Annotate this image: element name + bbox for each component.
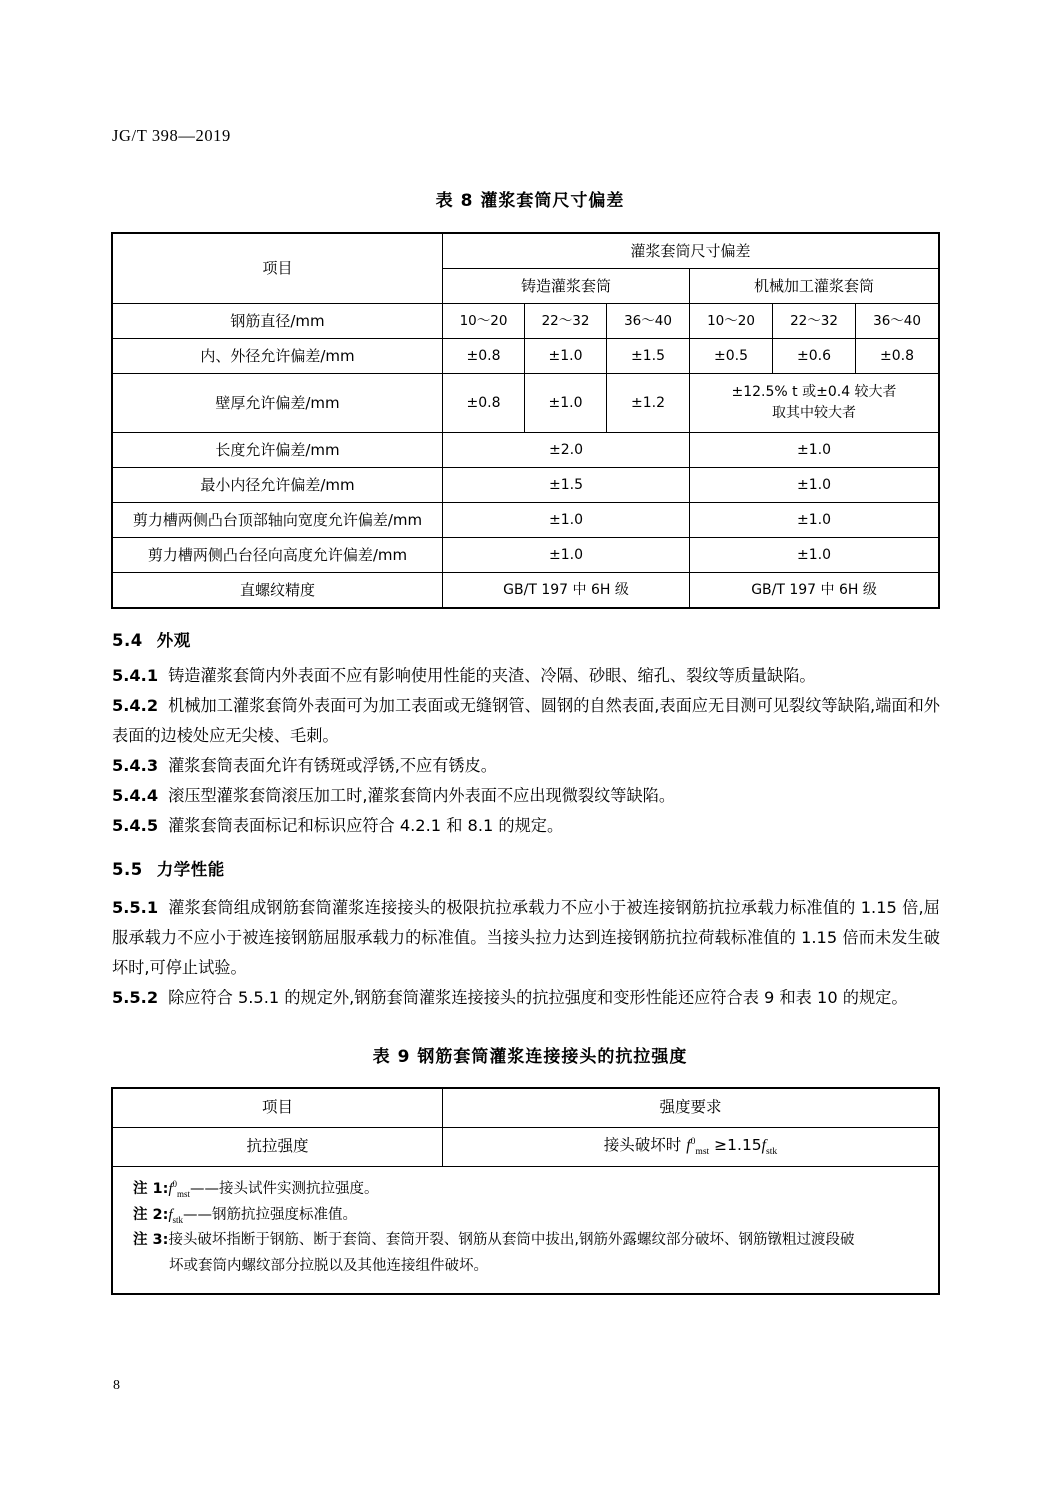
cell-value: ±0.6 (773, 339, 856, 374)
table9-title: 表 9 钢筋套筒灌浆连接接头的抗拉强度 (372, 1047, 688, 1067)
clause-number: 5.5.1 (112, 898, 159, 917)
section-heading-5-4 (112, 627, 191, 651)
clause-text: 灌浆套筒组成钢筋套筒灌浆连接接头的极限抗拉承载力不应小于被连接钢筋抗拉承载力标准值的 1.15 倍,屈服承载力不应小于被连接钢筋屈服承载力的标准值。当接头拉力达到连接钢筋抗拉荷载标准值的 1.15 倍而未发生破坏时,可停止试验。 (112, 898, 940, 977)
clause-5-4-5 (112, 811, 940, 841)
cell-cast-value: ±1.0 (443, 503, 690, 538)
note-label: 注 3: (133, 1232, 169, 1249)
clause-5-4-1 (112, 661, 940, 691)
running-head: JG/T 398—2019 (112, 126, 231, 145)
formula-operator: ≥1.15 (714, 1136, 762, 1155)
section-heading-5-5 (112, 856, 225, 880)
note-symbol: f (168, 1206, 173, 1223)
note-continuation: 坏或套筒内螺纹部分拉脱以及其他连接组件破坏。 (169, 1257, 488, 1274)
table-row (113, 1167, 939, 1294)
section-number: 5.5 (112, 860, 143, 879)
clause-number: 5.4.4 (112, 786, 159, 805)
formula-f-mst: f (686, 1137, 691, 1155)
cell-value: ±1.5 (607, 339, 690, 374)
row-label-diameter: 钢筋直径/mm (113, 304, 443, 339)
note-text: ——接头试件实测抗拉强度。 (189, 1181, 379, 1197)
section-number: 5.4 (112, 631, 143, 650)
table-row (113, 468, 939, 503)
section-title: 力学性能 (156, 860, 225, 879)
row-label-diameter-tolerance: 内、外径允许偏差/mm (113, 339, 443, 374)
note-label: 注 2: (133, 1206, 169, 1223)
cell-value: ±1.2 (607, 374, 690, 433)
clause-number: 5.4.3 (112, 756, 159, 775)
cell-range: 22～32 (525, 304, 607, 339)
merged-line-2: 取其中较大者 (772, 405, 857, 421)
merged-line-1: ±12.5% t 或±0.4 较大者 (731, 384, 897, 400)
row-label-wall-thickness: 壁厚允许偏差/mm (113, 374, 443, 433)
th-machined: 机械加工灌浆套筒 (690, 269, 939, 304)
table-row (113, 374, 939, 433)
cell-value: ±0.8 (443, 339, 525, 374)
note-label: 注 1: (133, 1181, 169, 1197)
table-row (113, 339, 939, 374)
formula-sub: mst (695, 1146, 710, 1158)
note-sub: mst (176, 1188, 190, 1199)
note-item (133, 1177, 924, 1203)
table9-tensile-strength (112, 1088, 939, 1294)
cell-cast-value: GB/T 197 中 6H 级 (443, 573, 690, 608)
formula-f-stk: f (761, 1137, 766, 1155)
cell-value: ±0.5 (690, 339, 773, 374)
clause-5-5-2 (112, 983, 940, 1013)
note-symbol: f (168, 1181, 173, 1197)
note-text: 接头破坏指断于钢筋、断于套筒、套筒开裂、钢筋从套筒中拔出,钢筋外露螺纹部分破坏、钢筋镦粗过渡段破 (168, 1232, 855, 1249)
cell-cast-value: ±2.0 (443, 433, 690, 468)
clause-text: 除应符合 5.5.1 的规定外,钢筋套筒灌浆连接接头的抗拉强度和变形性能还应符合表 9 和表 10 的规定。 (168, 988, 908, 1007)
th-cast: 铸造灌浆套筒 (443, 269, 690, 304)
formula-sup: 0 (690, 1136, 696, 1148)
cell-machined-value: ±1.0 (690, 503, 939, 538)
cell-cast-value: ±1.0 (443, 538, 690, 573)
table-row (113, 538, 939, 573)
th-item: 项目 (113, 234, 443, 304)
table-row (113, 503, 939, 538)
cell-cast-value: ±1.5 (443, 468, 690, 503)
table-row (113, 573, 939, 608)
clause-text: 灌浆套筒表面标记和标识应符合 4.2.1 和 8.1 的规定。 (168, 816, 564, 835)
row-label-shear-groove-radial-height: 剪力槽两侧凸台径向高度允许偏差/mm (113, 538, 443, 573)
table-row (113, 304, 939, 339)
th-item: 项目 (113, 1089, 443, 1128)
cell-value: ±0.8 (856, 339, 939, 374)
row-label-length: 长度允许偏差/mm (113, 433, 443, 468)
cell-value: ±1.0 (525, 374, 607, 433)
clause-text: 铸造灌浆套筒内外表面不应有影响使用性能的夹渣、冷隔、砂眼、缩孔、裂纹等质量缺陷。 (168, 666, 816, 685)
cell-machined-value: ±1.0 (690, 468, 939, 503)
th-requirement: 强度要求 (443, 1089, 939, 1128)
table-row (113, 1128, 939, 1167)
row-label-thread-precision: 直螺纹精度 (113, 573, 443, 608)
clause-5-5-1 (112, 893, 940, 983)
table8-title: 表 8 灌浆套筒尺寸偏差 (435, 191, 625, 211)
table9-notes (113, 1167, 939, 1294)
row-label-shear-groove-axial-width: 剪力槽两侧凸台顶部轴向宽度允许偏差/mm (113, 503, 443, 538)
cell-machined-value: ±1.0 (690, 538, 939, 573)
table8-dimension-tolerance (112, 233, 939, 608)
requirement-prefix: 接头破坏时 (603, 1136, 682, 1155)
cell-tensile-strength-label: 抗拉强度 (113, 1128, 443, 1167)
table-row (113, 1089, 939, 1128)
cell-range: 36～40 (607, 304, 690, 339)
note-sup: 0 (172, 1179, 177, 1190)
clause-number: 5.4.5 (112, 816, 159, 835)
table-row (113, 433, 939, 468)
table-row (113, 234, 939, 269)
note-sub: stk (172, 1214, 183, 1225)
row-label-min-inner-diameter: 最小内径允许偏差/mm (113, 468, 443, 503)
note-item (133, 1228, 924, 1253)
clause-number: 5.5.2 (112, 988, 159, 1007)
clause-number: 5.4.1 (112, 666, 159, 685)
section-title: 外观 (156, 631, 191, 650)
clause-5-4-2 (112, 691, 940, 751)
cell-range: 22～32 (773, 304, 856, 339)
cell-value: ±0.8 (443, 374, 525, 433)
th-group: 灌浆套筒尺寸偏差 (443, 234, 939, 269)
clause-text: 滚压型灌浆套筒滚压加工时,灌浆套筒内外表面不应出现微裂纹等缺陷。 (168, 786, 676, 805)
note-text: ——钢筋抗拉强度标准值。 (182, 1206, 357, 1223)
cell-machined-value: GB/T 197 中 6H 级 (690, 573, 939, 608)
cell-range: 36～40 (856, 304, 939, 339)
clause-text: 灌浆套筒表面允许有锈斑或浮锈,不应有锈皮。 (168, 756, 497, 775)
clause-number: 5.4.2 (112, 696, 159, 715)
clause-5-4-3 (112, 751, 940, 781)
cell-merged-wall-tolerance (690, 374, 939, 433)
clause-text: 机械加工灌浆套筒外表面可为加工表面或无缝钢管、圆钢的自然表面,表面应无目测可见裂纹等缺陷,端面和外表面的边棱处应无尖棱、毛刺。 (112, 696, 940, 745)
cell-range: 10～20 (443, 304, 525, 339)
cell-machined-value: ±1.0 (690, 433, 939, 468)
clause-5-4-4 (112, 781, 940, 811)
cell-value: ±1.0 (525, 339, 607, 374)
cell-range: 10～20 (690, 304, 773, 339)
formula-sub: stk (765, 1146, 778, 1158)
note-item (133, 1203, 924, 1229)
cell-tensile-strength-requirement (443, 1128, 939, 1167)
page-number: 8 (113, 1378, 120, 1393)
